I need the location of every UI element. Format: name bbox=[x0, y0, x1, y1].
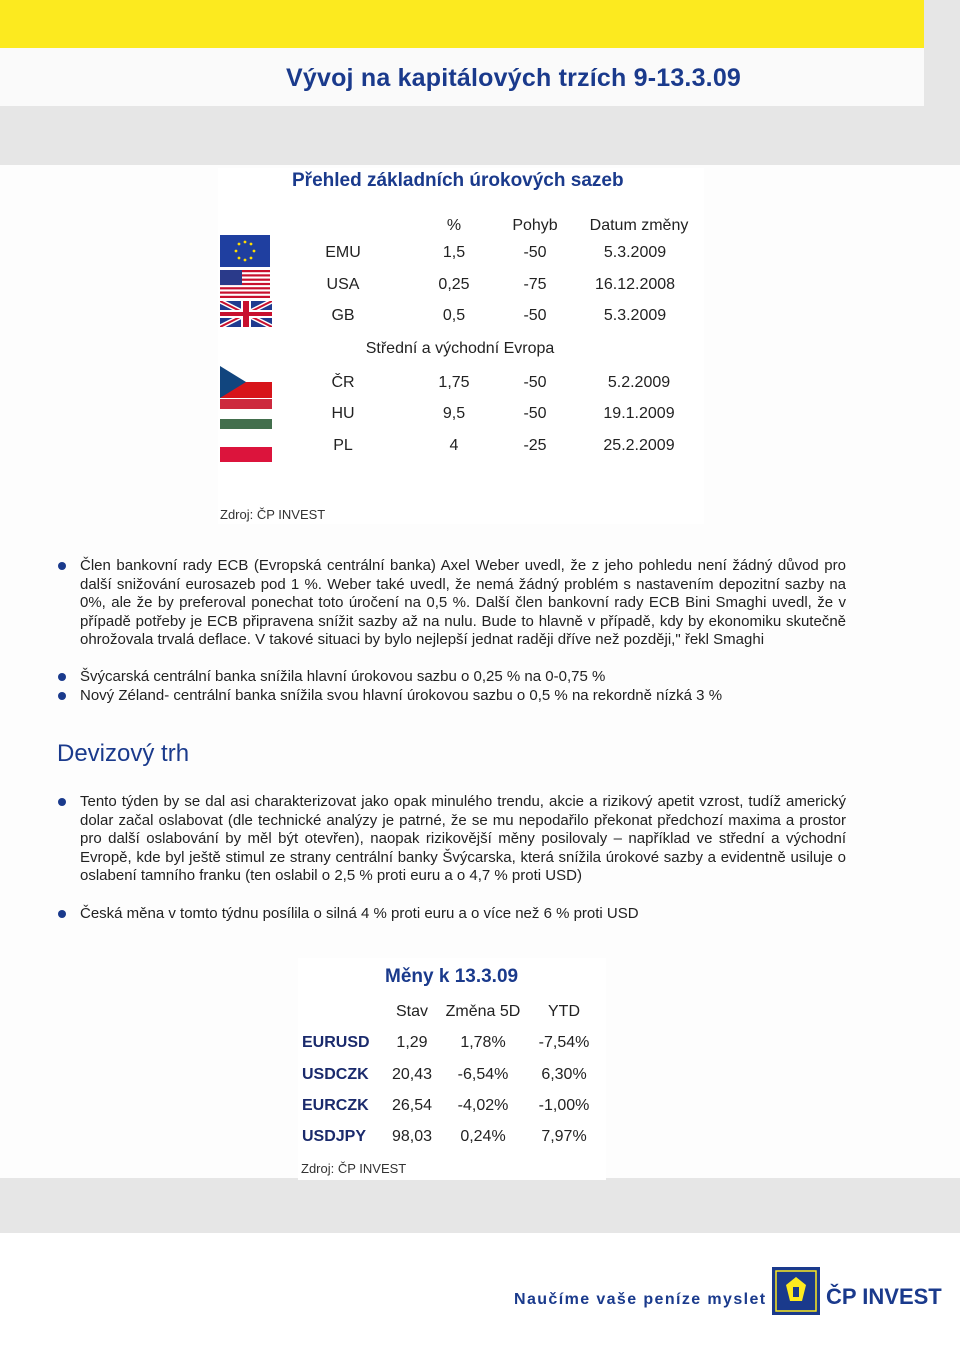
fx-row-usdczk-ytd: 6,30% bbox=[541, 1066, 587, 1083]
rates-row-gb-country: GB bbox=[331, 307, 355, 324]
fx-row-eurusd-pair: EURUSD bbox=[302, 1034, 370, 1051]
rates-row-hu-rate: 9,5 bbox=[442, 405, 466, 422]
rates-source: Zdroj: ČP INVEST bbox=[220, 507, 326, 522]
eu-flag-icon bbox=[220, 235, 270, 267]
rates-row-hu-move: -50 bbox=[523, 405, 547, 422]
fx-source: Zdroj: ČP INVEST bbox=[301, 1161, 407, 1176]
bullet-fx-week: Tento týden by se dal asi charakterizovat jako opak minulého trendu, akcie a rizikový apetit vzrost, tudíž americký dolar začal oslabovat (dle technické analýzy je patrné, že se mu nepodařilo překonat předchozí maxima a prostor pro další oslabování by měl být otevřen), naopak rizikovější měny posilovaly – například ve střední a východní Evropě, kde byl ještě stimul ze strany centrální banky Švýcarska, která snížila úrokové sazby a evidentně usiluje o oslabení tamního franku (ten oslabil o 2,5 % proti euru a o 4,7 % proti USD) bbox=[80, 793, 846, 884]
bullet-ecb-weber: Člen bankovní rady ECB (Evropská centrální banka) Axel Weber uvedl, že z jeho pohledu není žádný důvod pro další snižování eurosazeb pod 1 %. Weber také uvedl, že nemá žádný problém s nastavením depozitní sazby na 0%, ale že by preferoval ponechat toto úročení na 0,5 %. Další člen bankovní rady ECB Bini Smaghi uvedl, že v případě potřeby je ECB připravena snížit sazby až na nulu. Bude to hlavně v případě, kdy by ekonomiku skutečně ohrožovala trvalá deflace. V takové situaci by bylo nejlepší jednat raději dříve než později," řekl Smaghi bbox=[80, 557, 846, 648]
uk-flag-icon bbox=[220, 301, 272, 327]
bullet-czk: Česká měna v tomto týdnu posílila o silná 4 % proti euru a o více než 6 % proti USD bbox=[80, 905, 639, 922]
fx-row-usdczk-zmena: -6,54% bbox=[457, 1066, 509, 1083]
us-flag-icon bbox=[220, 270, 270, 298]
rates-row-emu-date: 5.3.2009 bbox=[603, 244, 667, 261]
rates-row-emu-country: EMU bbox=[325, 244, 361, 261]
fx-row-usdjpy-zmena: 0,24% bbox=[460, 1128, 506, 1145]
rates-row-pl-rate: 4 bbox=[449, 437, 459, 454]
fx-row-eurusd-ytd: -7,54% bbox=[538, 1034, 590, 1051]
fx-header-stav: Stav bbox=[395, 1003, 428, 1020]
header-percent: % bbox=[446, 217, 462, 234]
rates-row-gb-move: -50 bbox=[523, 307, 547, 324]
rates-row-pl-date: 25.2.2009 bbox=[603, 437, 675, 454]
bullet-marker bbox=[58, 673, 66, 681]
rates-row-pl-country: PL bbox=[333, 437, 353, 454]
fx-row-eurczk-ytd: -1,00% bbox=[538, 1097, 590, 1114]
rates-row-cr-country: ČR bbox=[331, 374, 355, 391]
rates-row-emu-move: -50 bbox=[523, 244, 547, 261]
bullet-marker bbox=[58, 910, 66, 918]
rates-row-hu-country: HU bbox=[331, 405, 355, 422]
pl-flag-icon bbox=[220, 432, 272, 462]
rates-row-cr-date: 5.2.2009 bbox=[607, 374, 671, 391]
fx-table-title: Měny k 13.3.09 bbox=[385, 966, 519, 987]
top-yellow-band bbox=[0, 0, 924, 48]
cp-invest-logo-icon bbox=[772, 1267, 820, 1315]
rates-row-usa-date: 16.12.2008 bbox=[594, 276, 676, 293]
page-title: Vývoj na kapitálových trzích 9-13.3.09 bbox=[286, 64, 742, 92]
bullet-marker bbox=[58, 692, 66, 700]
fx-row-usdjpy-pair: USDJPY bbox=[302, 1128, 367, 1145]
footer-brand: ČP INVEST bbox=[826, 1284, 942, 1309]
rates-row-usa-move: -75 bbox=[523, 276, 547, 293]
cz-flag-icon bbox=[220, 366, 272, 398]
bullet-marker bbox=[58, 798, 66, 806]
rates-table-title: Přehled základních úrokových sazeb bbox=[292, 170, 624, 191]
fx-row-eurczk-pair: EURCZK bbox=[302, 1097, 369, 1114]
rates-row-cr-rate: 1,75 bbox=[438, 374, 470, 391]
fx-row-usdjpy-stav: 98,03 bbox=[391, 1128, 433, 1145]
bullet-nz: Nový Zéland- centrální banka snížila svou hlavní úrokovou sazbu o 0,5 % na rekordně nízká 3 % bbox=[80, 687, 723, 704]
bullet-snb: Švýcarská centrální banka snížila hlavní úrokovou sazbu o 0,25 % na 0-0,75 % bbox=[80, 668, 606, 685]
header-date: Datum změny bbox=[589, 217, 689, 234]
fx-row-usdjpy-ytd: 7,97% bbox=[541, 1128, 587, 1145]
hu-flag-icon bbox=[220, 399, 272, 429]
fx-row-eurczk-stav: 26,54 bbox=[391, 1097, 433, 1114]
rates-row-hu-date: 19.1.2009 bbox=[603, 405, 675, 422]
rates-row-cr-move: -50 bbox=[523, 374, 547, 391]
bullet-marker bbox=[58, 562, 66, 570]
rates-row-usa-rate: 0,25 bbox=[438, 276, 470, 293]
header-move: Pohyb bbox=[512, 217, 558, 234]
fx-row-eurusd-stav: 1,29 bbox=[396, 1034, 428, 1051]
fx-row-usdczk-stav: 20,43 bbox=[391, 1066, 433, 1083]
footer-slogan: Naučíme vaše peníze myslet bbox=[514, 1291, 767, 1308]
fx-row-eurczk-zmena: -4,02% bbox=[457, 1097, 509, 1114]
fx-header-zmena: Změna 5D bbox=[445, 1003, 521, 1020]
rates-row-usa-country: USA bbox=[326, 276, 360, 293]
rates-section-cee: Střední a východní Evropa bbox=[365, 340, 555, 357]
fx-header-ytd: YTD bbox=[548, 1003, 580, 1020]
fx-row-eurusd-zmena: 1,78% bbox=[460, 1034, 506, 1051]
section-heading-fx: Devizový trh bbox=[57, 740, 190, 767]
rates-row-pl-move: -25 bbox=[523, 437, 547, 454]
rates-row-emu-rate: 1,5 bbox=[442, 244, 466, 261]
fx-row-usdczk-pair: USDCZK bbox=[302, 1066, 369, 1083]
rates-row-gb-date: 5.3.2009 bbox=[603, 307, 667, 324]
rates-row-gb-rate: 0,5 bbox=[442, 307, 466, 324]
